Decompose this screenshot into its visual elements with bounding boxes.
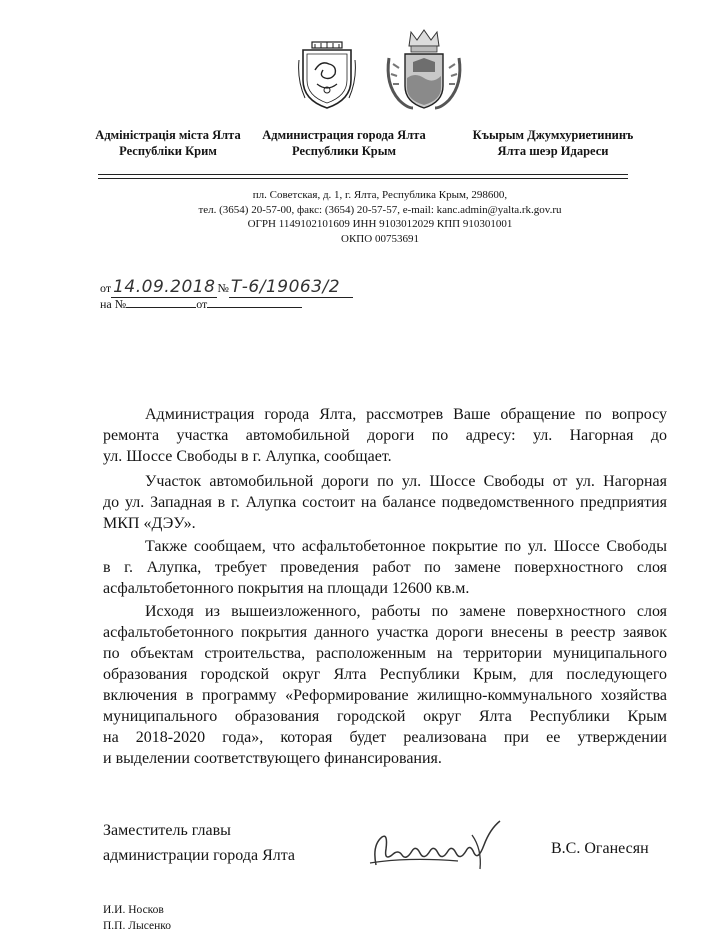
reply-number-blank — [126, 296, 196, 308]
executor-1: И.И. Носков — [103, 904, 164, 916]
reply-prefix: на № — [100, 297, 127, 311]
document-date: 14.09.2018 — [113, 277, 216, 297]
reply-registration — [100, 296, 302, 312]
paragraph-1 — [103, 404, 667, 467]
crimea-coat-of-arms-icon — [297, 40, 357, 110]
number-sign: № — [217, 281, 229, 295]
signatory-title — [103, 818, 295, 868]
paragraph-4-line5: включения в программу «Реформирование жилищно-коммунального хозяйства — [103, 687, 667, 704]
header-crimean-tatar-line2: Ялта шеэр Идареси — [497, 144, 609, 158]
outgoing-registration — [100, 277, 353, 298]
paragraph-2-line3: МКП «ДЭУ». — [103, 515, 196, 532]
header-ukrainian — [68, 127, 268, 159]
signatory-title-line1: Заместитель главы — [103, 822, 231, 839]
paragraph-2 — [103, 471, 667, 534]
yalta-coat-of-arms-icon — [383, 28, 465, 112]
from-prefix: от — [100, 281, 112, 295]
header-divider-thin — [98, 178, 628, 179]
executor-2: П.П. Лысенко — [103, 920, 172, 932]
paragraph-3-line3: асфальтобетонного покрытия на площади 12600 кв.м. — [103, 580, 470, 597]
header-russian-line1: Администрация города Ялта — [262, 128, 426, 142]
reply-from: от — [196, 297, 208, 311]
header-russian — [244, 127, 444, 159]
contact-okpo: ОКПО 00753691 — [341, 232, 419, 245]
header-divider — [98, 174, 628, 175]
document-number: Т-6/19063/2 — [229, 277, 353, 298]
paragraph-1-line1: Администрация города Ялта, рассмотрев Ваше обращение по вопросу — [145, 406, 667, 423]
paragraph-2-line1: Участок автомобильной дороги по ул. Шоссе Свободы от ул. Нагорная — [145, 473, 667, 490]
paragraph-3-line2: в г. Алупка, требует проведения работ по замене поверхностного слоя — [103, 559, 667, 576]
paragraph-3 — [103, 536, 667, 599]
paragraph-2-line2: до ул. Западная в г. Алупка состоит на балансе подведомственного предприятия — [103, 494, 667, 511]
paragraph-4-line3: по объектам строительства, расположенным на территории муниципального — [103, 645, 667, 662]
header-crimean-tatar-line1: Къырым Джумхуриетининъ — [472, 128, 634, 142]
contact-phone-email: тел. (3654) 20-57-00, факс: (3654) 20-57-57, e-mail: kanc.admin@yalta.rk.gov.ru — [198, 203, 562, 216]
paragraph-1-line2: ремонта участка автомобильной дороги по адресу: ул. Нагорная до — [103, 427, 667, 444]
header-ukrainian-line2: Республіки Крим — [119, 144, 217, 158]
reply-date-blank — [207, 296, 302, 308]
paragraph-4 — [103, 601, 667, 769]
header-ukrainian-line1: Адміністрація міста Ялта — [95, 128, 241, 142]
paragraph-4-line7: на 2018-2020 года», которая будет реализована при ее утверждении — [103, 729, 667, 746]
paragraph-4-line1: Исходя из вышеизложенного, работы по замене поверхностного слоя — [145, 603, 667, 620]
signatory-title-line2: администрации города Ялта — [103, 847, 296, 864]
header-crimean-tatar — [453, 127, 653, 159]
paragraph-3-line1: Также сообщаем, что асфальтобетонное покрытие по ул. Шоссе Свободы — [145, 538, 667, 555]
paragraph-1-line3: ул. Шоссе Свободы в г. Алупка, сообщает. — [103, 448, 392, 465]
paragraph-4-line2: асфальтобетонного покрытия данного участка дороги внесены в реестр заявок — [103, 624, 667, 641]
contact-ogrn-inn-kpp: ОГРН 1149102101609 ИНН 9103012029 КПП 910301001 — [247, 218, 513, 230]
paragraph-4-line6: муниципального образования городской округ Ялта Республики Крым — [103, 708, 667, 725]
header-russian-line2: Республики Крым — [292, 144, 396, 158]
contact-block — [160, 188, 600, 246]
contact-address: пл. Советская, д. 1, г. Ялта, Республика Крым, 298600, — [252, 189, 508, 201]
paragraph-4-line8: и выделении соответствующего финансирования. — [103, 750, 442, 767]
paragraph-4-line4: образования городской округ Ялта Республики Крым, для последующего — [103, 666, 667, 683]
signatory-name: В.С. Оганесян — [551, 840, 649, 857]
handwritten-signature — [368, 815, 518, 875]
